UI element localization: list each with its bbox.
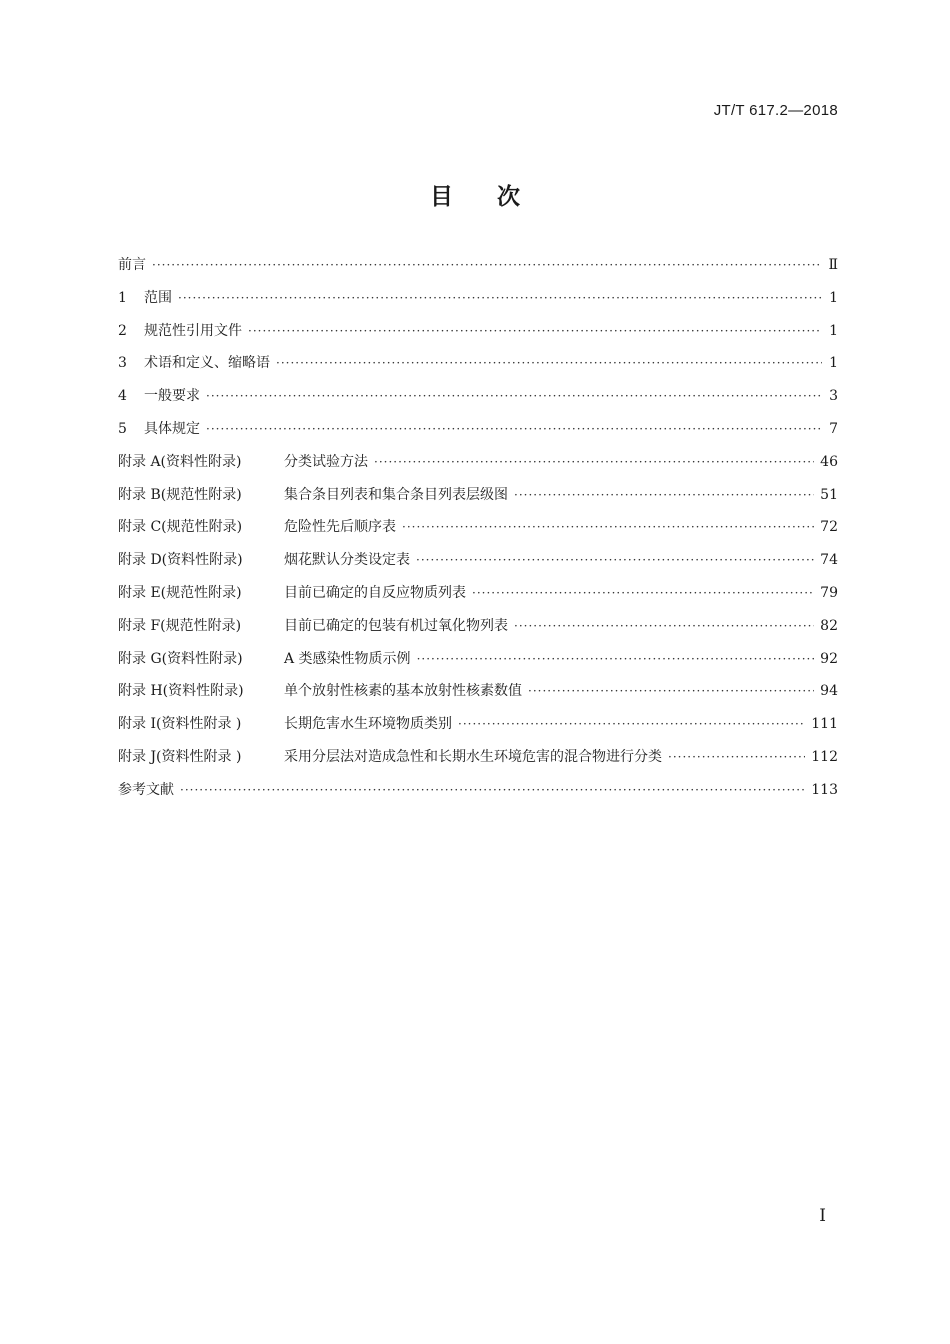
toc-entry-page: 112 [811, 748, 838, 765]
toc-entry-annex: 附录 C(规范性附录) [118, 519, 243, 536]
toc-entry-page: 46 [820, 453, 838, 470]
toc-leader-dots [402, 520, 814, 534]
toc-entry-annex: 附录 F(规范性附录) [118, 617, 242, 634]
toc-entry-page: 72 [820, 519, 838, 536]
toc-entry-page: 1 [829, 289, 838, 306]
toc-entry-number: 3 [118, 355, 127, 372]
toc-leader-dots [514, 488, 814, 502]
toc-entry[interactable] [118, 451, 838, 484]
toc-entry-label: 烟花默认分类设定表 [284, 552, 410, 569]
toc-entry-label: 目前已确定的包装有机过氧化物列表 [284, 617, 508, 634]
toc-entry-number: 1 [118, 289, 127, 306]
toc-entry-label: 采用分层法对造成急性和长期水生环境危害的混合物进行分类 [284, 748, 662, 765]
toc-entry-annex: 附录 B(规范性附录) [118, 486, 242, 503]
toc-leader-dots [180, 783, 805, 797]
toc-entry-label: 范围 [144, 289, 172, 306]
toc-entry-page: 92 [820, 650, 838, 667]
toc-entry-page: 1 [829, 355, 838, 372]
toc-leader-dots [178, 291, 822, 305]
toc-entry-label: 具体规定 [144, 420, 200, 437]
toc-entry-annex: 附录 E(规范性附录) [118, 584, 242, 601]
toc-entry-page: 94 [820, 683, 838, 700]
toc-entry-page: 113 [811, 781, 838, 798]
toc-entry-number: 5 [118, 420, 127, 437]
toc-entry-page: 79 [820, 584, 838, 601]
toc-entry-label: 长期危害水生环境物质类别 [284, 716, 452, 733]
toc-entry[interactable] [118, 746, 838, 779]
toc-entry[interactable] [118, 287, 838, 320]
toc-leader-dots [528, 684, 814, 698]
toc-leader-dots [472, 586, 814, 600]
toc-entry-number: 2 [118, 322, 127, 339]
toc-entry[interactable] [118, 385, 838, 418]
toc-leader-dots [374, 455, 814, 469]
toc-entry-annex: 附录 I(资料性附录 ) [118, 716, 242, 733]
toc-entry-page: 1 [829, 322, 838, 339]
toc-entry[interactable] [118, 779, 838, 812]
toc-entry-annex: 附录 D(资料性附录) [118, 552, 243, 569]
toc-entry[interactable] [118, 352, 838, 385]
toc-entry-page: 111 [811, 716, 838, 733]
toc-entry-label: 前言 [118, 257, 146, 273]
toc-entry-label: 分类试验方法 [284, 453, 368, 470]
table-of-contents [118, 254, 838, 812]
toc-entry-annex: 附录 G(资料性附录) [118, 650, 243, 667]
toc-entry-label: 参考文献 [118, 781, 174, 798]
toc-entry[interactable] [118, 648, 838, 681]
toc-leader-dots [458, 717, 805, 731]
toc-entry-annex: 附录 H(资料性附录) [118, 683, 244, 700]
toc-entry[interactable] [118, 615, 838, 648]
toc-entry-annex: 附录 A(资料性附录) [118, 453, 242, 470]
toc-entry-label: 一般要求 [144, 388, 200, 405]
page-title: 目次 [430, 184, 564, 210]
toc-entry-page: Ⅱ [828, 257, 838, 273]
toc-entry[interactable] [118, 484, 838, 517]
toc-leader-dots [276, 356, 822, 370]
toc-entry[interactable] [118, 713, 838, 746]
toc-entry-label: 目前已确定的自反应物质列表 [284, 584, 466, 601]
toc-entry-label: 术语和定义、缩略语 [144, 355, 270, 372]
toc-entry[interactable] [118, 254, 838, 287]
toc-entry[interactable] [118, 582, 838, 615]
toc-entry-label: A 类感染性物质示例 [284, 650, 411, 667]
toc-entry-label: 规范性引用文件 [144, 322, 242, 339]
page-number: Ⅰ [819, 1206, 826, 1226]
standard-code: JT/T 617.2—2018 [713, 102, 838, 119]
toc-entry-label: 单个放射性核素的基本放射性核素数值 [284, 683, 522, 700]
toc-entry-annex: 附录 J(资料性附录 ) [118, 748, 242, 765]
toc-entry[interactable] [118, 516, 838, 549]
toc-leader-dots [668, 750, 805, 764]
toc-entry-page: 51 [820, 486, 838, 503]
toc-entry-number: 4 [118, 388, 127, 405]
toc-entry-label: 危险性先后顺序表 [284, 519, 396, 536]
toc-leader-dots [248, 324, 822, 338]
toc-entry[interactable] [118, 320, 838, 353]
toc-entry-page: 74 [820, 552, 838, 569]
toc-leader-dots [514, 619, 814, 633]
toc-entry[interactable] [118, 549, 838, 582]
toc-leader-dots [416, 553, 814, 567]
toc-leader-dots [417, 652, 815, 666]
toc-leader-dots [206, 389, 822, 403]
toc-leader-dots [152, 258, 822, 272]
toc-entry-page: 3 [829, 388, 838, 405]
toc-entry-page: 82 [820, 617, 838, 634]
toc-entry-label: 集合条目列表和集合条目列表层级图 [284, 486, 508, 503]
toc-leader-dots [206, 422, 822, 436]
toc-entry[interactable] [118, 418, 838, 451]
toc-entry-page: 7 [829, 420, 838, 437]
toc-entry[interactable] [118, 680, 838, 713]
